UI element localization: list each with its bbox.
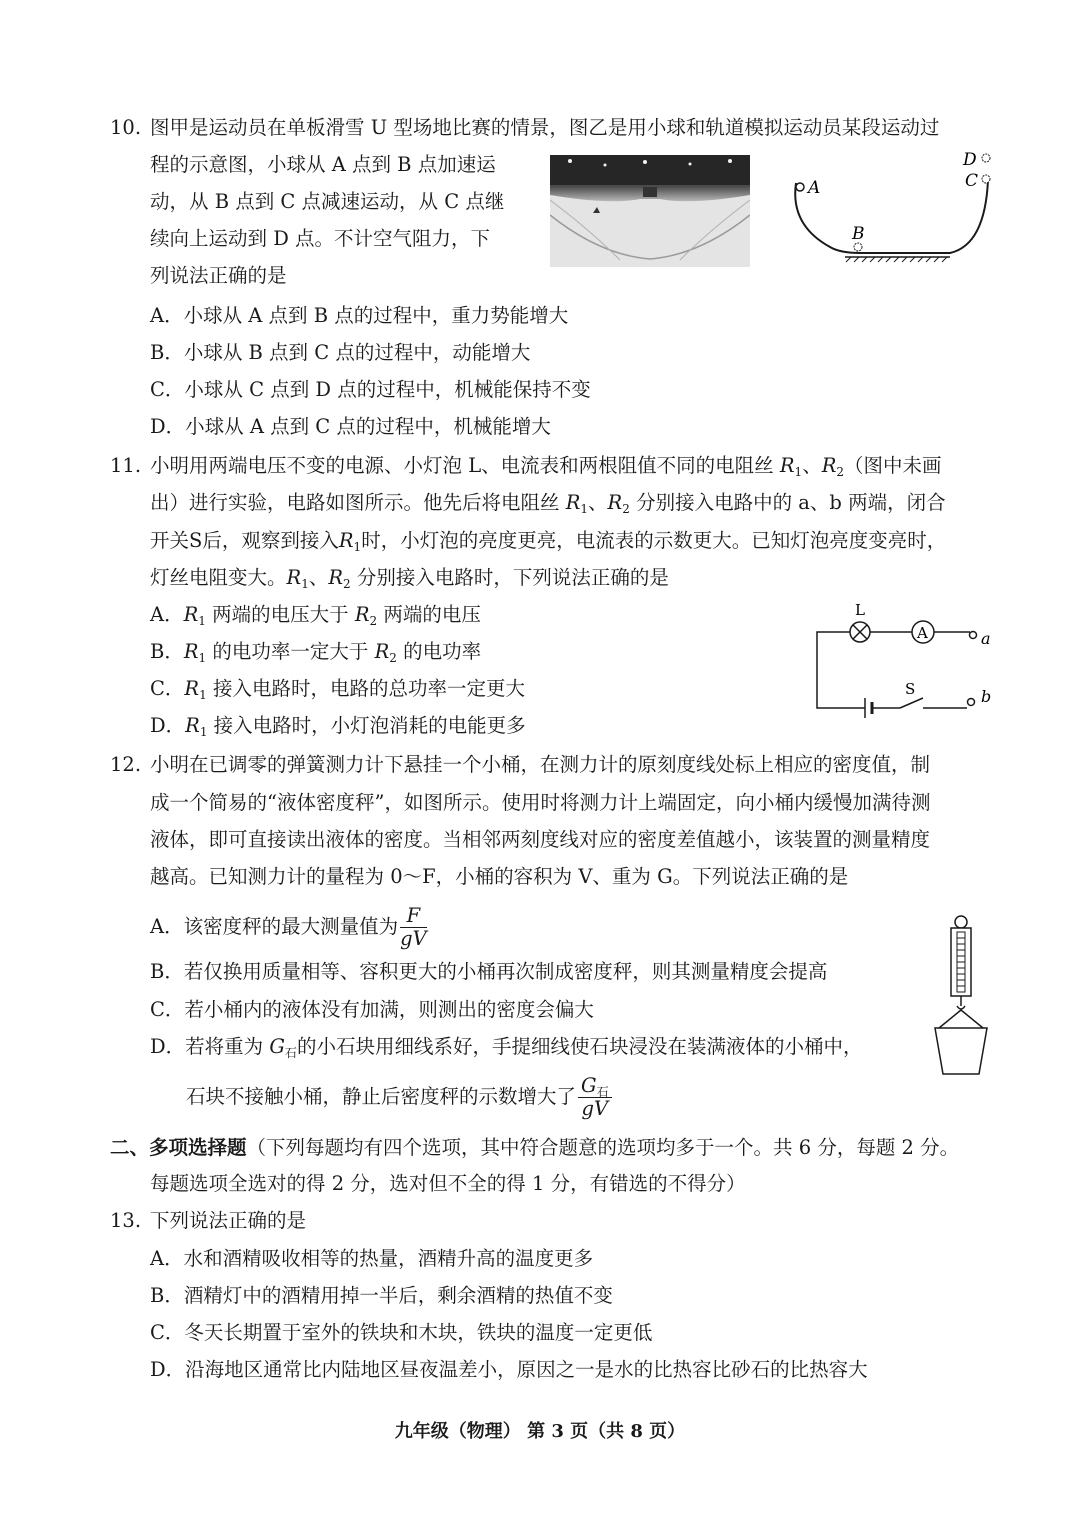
section2-line1	[110, 1134, 959, 1162]
q11-l1c: （图中未画	[844, 454, 942, 477]
switch-blade	[900, 698, 923, 708]
opt-text: 接入电路时，小灯泡消耗的电能更多	[207, 714, 526, 737]
q12-number: 12.	[110, 753, 142, 776]
q12-option-d	[150, 1033, 862, 1061]
sub2: 2	[622, 502, 630, 516]
sub1: 1	[199, 725, 208, 739]
opt-text: A．该密度秤的最大测量值为	[150, 915, 399, 938]
frac-num	[578, 1075, 612, 1098]
frac-den: gV	[581, 1097, 609, 1120]
r2: R	[328, 566, 344, 589]
opt-text: 两端的电压大于	[205, 603, 355, 626]
sub2: 2	[389, 651, 397, 665]
q12-stem-line3: 液体，即可直接读出液体的密度。当相邻两刻度线对应的密度差值越小，该装置的测量精度	[150, 828, 931, 851]
bucket-icon	[935, 1028, 987, 1074]
opt-letter: B．	[150, 640, 184, 663]
opt-text: 石块不接触小桶，静止后密度秤的示数增大了	[186, 1085, 577, 1108]
sub1: 1	[794, 465, 803, 479]
q13-stem: 下列说法正确的是	[150, 1209, 307, 1232]
q10-stem-line1: 图甲是运动员在单板滑雪 U 型场地比赛的情景，图乙是用小球和轨道模拟运动员某段运动过	[150, 116, 940, 139]
opt-letter: A．	[150, 603, 184, 626]
section2-desc-1: （下列每题均有四个选项，其中符合题意的选项均多于一个。共 6 分，每题 2 分。	[246, 1136, 960, 1159]
section2-line2: 每题选项全选对的得 2 分，选对但不全的得 1 分，有错选的不得分）	[150, 1172, 746, 1195]
lamp-label: L	[855, 601, 865, 619]
ball-c	[982, 175, 990, 183]
opt-text: 的电功率一定大于	[206, 640, 375, 663]
q12-option-d-line2	[186, 1071, 612, 1123]
r2: R	[354, 603, 370, 626]
opt-text: 接入电路时，电路的总功率一定更大	[206, 677, 525, 700]
q12-stem-line4: 越高。已知测力计的量程为 0～F，小桶的容积为 V、重为 G。下列说法正确的是	[150, 865, 849, 888]
q11-l2a: 出）进行实验，电路如图所示。他先后将电阻丝	[150, 491, 566, 514]
q11-l3b: 时，小灯泡的亮度更亮，电流表的示数更大。已知灯泡亮度变亮时，	[361, 529, 947, 552]
halfpipe-photo-art	[550, 155, 750, 267]
page-footer: 九年级（物理） 第 3 页（共 8 页）	[394, 1421, 686, 1442]
q11-option-b	[150, 638, 481, 666]
g-symbol: G	[581, 1074, 597, 1097]
fraction-f-over-gv	[400, 905, 427, 950]
r2: R	[374, 640, 390, 663]
sub1: 1	[198, 614, 206, 628]
label-a: A	[808, 178, 821, 198]
sub1: 1	[199, 688, 207, 702]
q11-option-d	[150, 712, 526, 740]
r1: R	[338, 529, 354, 552]
q13-option-c: C．冬天长期置于室外的铁块和木块，铁块的温度一定更低	[150, 1321, 653, 1344]
q11-stem-line3	[150, 527, 946, 555]
switch-label: S	[905, 680, 916, 698]
frac-den: gV	[400, 927, 427, 950]
sub2: 2	[836, 465, 845, 479]
u-track-diagram	[780, 145, 1010, 270]
r2: R	[821, 454, 837, 477]
q10-option-d: D．小球从 A 点到 C 点的过程中，机械能增大	[150, 415, 551, 438]
ammeter-label: A	[917, 624, 928, 642]
q11-stem-line2	[150, 489, 946, 517]
opt-letter: D．	[150, 714, 186, 737]
q13-option-a: A．水和酒精吸收相等的热量，酒精升高的温度更多	[150, 1247, 594, 1270]
r1: R	[565, 491, 581, 514]
q11-l4c: 分别接入电路时，下列说法正确的是	[350, 566, 669, 589]
q11-l2b: 、	[588, 491, 608, 514]
label-b: B	[852, 224, 865, 244]
q12-option-c: C．若小桶内的液体没有加满，则测出的密度会偏大	[150, 998, 594, 1021]
q11-l1a: 小明用两端电压不变的电源、小灯泡 L、电流表和两根阻值不同的电阻丝	[150, 454, 780, 477]
q11-l2c: 分别接入电路中的 a、b 两端，闭合	[629, 491, 946, 514]
q11-option-c	[150, 675, 525, 703]
g-sub: 石	[596, 1085, 609, 1099]
sub1: 1	[580, 502, 589, 516]
opt-text: 的小石块用细线系好，手提细线使石块浸没在装满液体的小桶中，	[296, 1035, 863, 1058]
q10-stem-line5: 列说法正确的是	[150, 264, 287, 287]
sub1: 1	[353, 540, 362, 554]
g-sub: 石	[284, 1046, 297, 1060]
q11-number: 11.	[110, 454, 142, 477]
ball-b	[854, 243, 862, 251]
q11-option-a	[150, 601, 481, 629]
q11-stem-line4	[150, 564, 669, 592]
q10-number: 10.	[110, 116, 142, 139]
section2-title: 二、多项选择题	[110, 1136, 247, 1159]
snowboard-halfpipe-photo	[550, 155, 750, 267]
terminal-a	[970, 632, 977, 639]
q11-l4a: 灯丝电阻变大。	[150, 566, 287, 589]
ball-a	[796, 183, 804, 191]
q12-option-b: B．若仅换用质量相等、容积更大的小桶再次制成密度秤，则其测量精度会提高	[150, 960, 828, 983]
circuit-diagram	[805, 598, 1005, 713]
sub1: 1	[198, 651, 207, 665]
q12-stem-line1: 小明在已调零的弹簧测力计下悬挂一个小桶，在测力计的原刻度线处标上相应的密度值，制	[150, 753, 931, 776]
q12-stem-line2: 成一个简易的“液体密度秤”，如图所示。使用时将测力计上端固定，向小桶内缓慢加满待测	[150, 791, 931, 814]
ball-d	[982, 154, 990, 162]
q10-stem-line3: 动，从 B 点到 C 点减速运动，从 C 点继	[150, 190, 505, 213]
q10-option-b: B．小球从 B 点到 C 点的过程中，动能增大	[150, 341, 531, 364]
q11-stem-line1	[150, 452, 942, 480]
r1: R	[184, 677, 200, 700]
q13-option-b: B．酒精灯中的酒精用掉一半后，剩余酒精的热值不变	[150, 1284, 613, 1307]
label-c: C	[965, 171, 979, 191]
r1: R	[183, 603, 199, 626]
q11-l4b: 、	[308, 566, 329, 589]
g-symbol: G	[269, 1035, 285, 1058]
opt-letter: C．	[150, 677, 185, 700]
frac-num: F	[400, 905, 427, 928]
q11-l1b: 、	[802, 454, 822, 477]
q12-option-a	[150, 903, 427, 951]
q10-option-a: A．小球从 A 点到 B 点的过程中，重力势能增大	[150, 304, 569, 327]
terminal-b	[968, 699, 975, 706]
sub2: 2	[369, 614, 378, 628]
fraction-g-over-gv	[578, 1075, 612, 1120]
r1: R	[183, 640, 199, 663]
spring-scale-bucket-diagram	[925, 910, 995, 1080]
q13-option-d: D．沿海地区通常比内陆地区昼夜温差小，原因之一是水的比热容比砂石的比热容大	[150, 1358, 868, 1381]
opt-text: D．若将重为	[150, 1035, 270, 1058]
label-d: D	[963, 150, 977, 170]
q11-l3a: 开关S后，观察到接入	[150, 529, 339, 552]
opt-text: 的电功率	[396, 640, 482, 663]
sub2: 2	[343, 577, 351, 591]
sub1: 1	[301, 577, 309, 591]
r1: R	[286, 566, 302, 589]
terminal-b-label: b	[981, 687, 992, 706]
r1: R	[779, 454, 795, 477]
q13-number: 13.	[110, 1209, 142, 1232]
q10-stem-line2: 程的示意图，小球从 A 点到 B 点加速运	[150, 153, 496, 176]
q10-option-c: C．小球从 C 点到 D 点的过程中，机械能保持不变	[150, 378, 591, 401]
r2: R	[607, 491, 623, 514]
opt-text: 两端的电压	[377, 603, 481, 626]
q10-stem-line4: 续向上运动到 D 点。不计空气阻力，下	[150, 227, 491, 250]
r1: R	[185, 714, 200, 737]
terminal-a-label: a	[981, 629, 991, 648]
